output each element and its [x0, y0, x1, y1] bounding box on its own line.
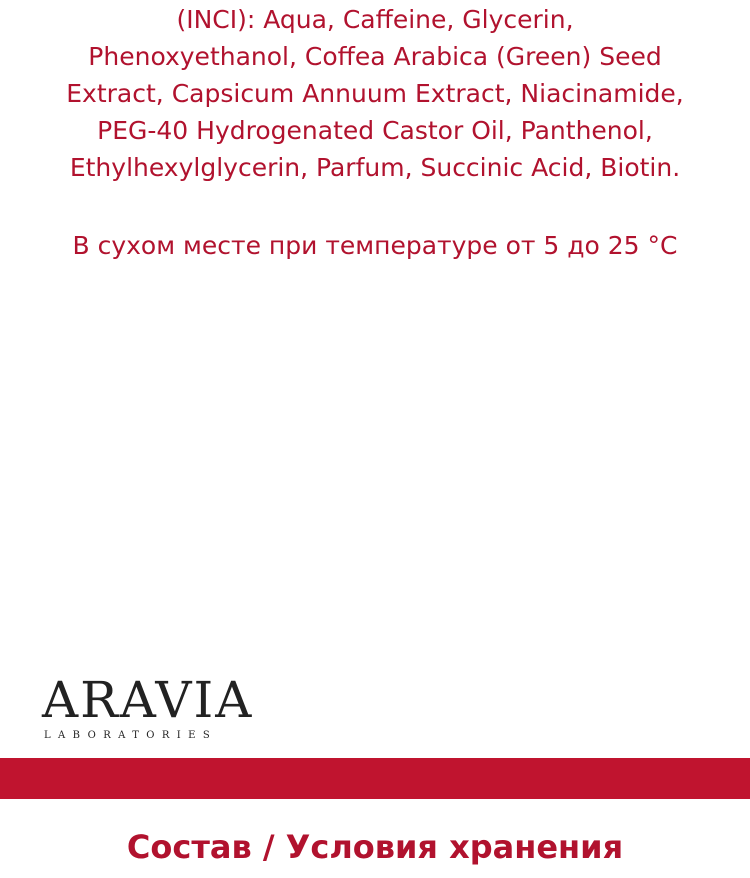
ingredients-line: (INCI): Aqua, Caffeine, Glycerin, [176, 5, 574, 34]
ingredients-line: PEG-40 Hydrogenated Castor Oil, Panthenol, [97, 116, 653, 145]
logo-wordmark: ARAVIA [42, 671, 254, 729]
storage-conditions: В сухом месте при температуре от 5 до 25 °С [72, 231, 678, 260]
footer-title: Состав / Условия хранения [126, 828, 624, 866]
ingredients-line: Ethylhexylglycerin, Parfum, Succinic Acid, Biotin. [69, 153, 681, 182]
accent-band [0, 758, 750, 799]
ingredients-line: Phenoxyethanol, Coffea Arabica (Green) Seed [88, 42, 662, 71]
logo-subtitle: LABORATORIES [44, 730, 218, 741]
brand-logo [42, 672, 256, 741]
ingredients-text [0, 0, 750, 186]
ingredients-line: Extract, Capsicum Annuum Extract, Niacinamide, [66, 79, 684, 108]
